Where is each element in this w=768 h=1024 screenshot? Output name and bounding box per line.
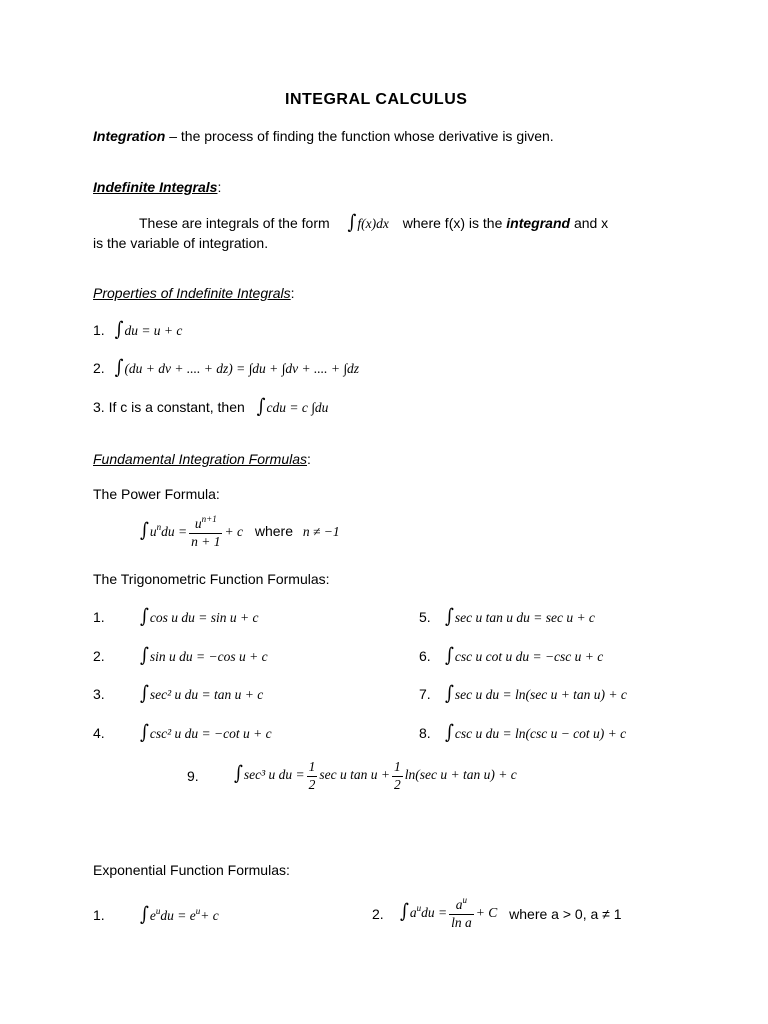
exponential-formula-1: [93, 903, 219, 927]
trig-9-fraction-2: [392, 760, 403, 793]
power-where: where: [254, 523, 293, 540]
trig-9-expr: [234, 759, 517, 792]
trig-formula: [419, 721, 627, 745]
property-expr-text: (du + dv + .... + dz) = ∫du + ∫dv + .... + ∫dz: [124, 361, 360, 376]
trig-expr-text: cos u du = sin u + c: [149, 610, 259, 625]
property-expr: [114, 356, 360, 380]
integral-sign-icon: ∫: [445, 721, 454, 745]
exp-2-base: a: [409, 905, 417, 921]
exp-number: 1.: [93, 907, 105, 923]
power-formula-label: The Power Formula:: [93, 486, 220, 502]
trig-expr: [445, 605, 595, 629]
trig-number: 9.: [187, 768, 199, 785]
trig-expr-text: csc u cot u du = −csc u + c: [454, 649, 604, 664]
trig-formulas-label: The Trigonometric Function Formulas:: [93, 571, 330, 587]
trig-expr: [445, 682, 627, 706]
exp-1-expr: [140, 903, 219, 927]
power-formula-expr: [140, 514, 243, 549]
integral-sign-icon: ∫: [140, 903, 149, 927]
trig-number: 7.: [419, 686, 431, 702]
indefinite-line1-post: and x: [573, 215, 609, 231]
property-item: [93, 356, 360, 380]
property-expr: [114, 318, 183, 342]
exp-2-condition: where a > 0, a ≠ 1: [509, 906, 622, 923]
property-number: 1.: [93, 322, 105, 338]
integral-sign-icon: ∫: [140, 519, 149, 543]
integral-sign-icon: ∫: [140, 721, 149, 745]
property-item: [93, 318, 183, 342]
fundamental-heading: [93, 452, 311, 466]
trig-expr: [140, 644, 268, 668]
integral-sign-icon: ∫: [256, 395, 266, 419]
trig-number: 5.: [419, 609, 431, 625]
trig-expr: [140, 682, 264, 706]
exp-2-fraction: [449, 895, 474, 931]
exp-1-base: e: [149, 908, 156, 923]
integral-sign-icon: ∫: [114, 318, 124, 342]
exponential-formula-2: [372, 895, 622, 931]
property-expr-text: du = u + c: [124, 323, 183, 338]
trig-9-fraction-1: [307, 760, 318, 793]
trig-formula-9: [187, 760, 517, 793]
exp-2-rest: du =: [421, 905, 448, 921]
exponential-formulas-label: Exponential Function Formulas:: [93, 862, 290, 878]
trig-9-tail: ln(sec u + tan u) + c: [404, 767, 517, 783]
power-formula: [140, 514, 340, 550]
fraction-denominator: 2: [308, 776, 316, 792]
integral-form-expr: [347, 211, 389, 235]
trig-number: 3.: [93, 686, 105, 702]
trig-formula: [93, 644, 268, 668]
trig-expr: [445, 721, 627, 745]
trig-expr-text: csc² u du = −cot u + c: [149, 726, 272, 741]
property-number: 2.: [93, 360, 105, 376]
fraction-denominator: 2: [394, 776, 401, 792]
integral-sign-icon: ∫: [140, 605, 149, 629]
integrand-term: integrand: [506, 215, 571, 231]
fundamental-heading-colon: :: [307, 451, 311, 467]
trig-expr-text: sec² u du = tan u + c: [149, 687, 264, 702]
exp-1-sup2: u: [195, 906, 201, 916]
trig-formula: [93, 721, 272, 745]
indefinite-heading: [93, 180, 221, 194]
fraction-numerator: 1: [392, 760, 403, 777]
power-lhs-rest: du =: [161, 524, 188, 540]
trig-9-mid: sec u tan u +: [319, 767, 390, 783]
fraction-numerator: 1: [307, 760, 318, 777]
properties-heading: [93, 286, 295, 300]
property-expr-text: cdu = c ∫du: [266, 400, 329, 415]
integration-definition: [93, 129, 554, 143]
property-item: [93, 395, 329, 419]
trig-expr-text: sec u tan u du = sec u + c: [454, 610, 595, 625]
power-condition: n ≠ −1: [302, 524, 340, 540]
trig-number: 2.: [93, 648, 105, 664]
trig-expr-text: csc u du = ln(csc u − cot u) + c: [454, 726, 627, 741]
integral-sign-icon: ∫: [140, 682, 149, 706]
integral-sign-icon: ∫: [445, 682, 454, 706]
definition-term: Integration: [93, 128, 166, 144]
power-num-sup: n+1: [201, 514, 217, 524]
trig-number: 4.: [93, 725, 105, 741]
trig-formula: [419, 605, 595, 629]
exp-2-num: a: [455, 897, 463, 912]
fundamental-heading-text: Fundamental Integration Formulas: [93, 451, 307, 467]
fraction-numerator: [449, 895, 474, 915]
exp-2-num-sup: u: [462, 895, 468, 905]
power-lhs: u: [149, 524, 157, 540]
property-number: 3.: [93, 399, 105, 415]
indefinite-line1-mid: where f(x) is the: [402, 215, 503, 231]
trig-9-lhs: sec³ u du =: [243, 767, 305, 783]
power-fraction-denominator: n + 1: [191, 533, 221, 549]
property-pre: If c is a constant, then: [108, 399, 245, 415]
integral-sign-icon: ∫: [140, 644, 149, 668]
indefinite-line1-pre: These are integrals of the form: [139, 215, 330, 231]
integral-sign-icon: ∫: [400, 900, 409, 924]
indefinite-heading-colon: :: [217, 179, 222, 195]
indefinite-heading-text: Indefinite Integrals: [93, 179, 218, 195]
exp-2-tail: + C: [475, 905, 498, 921]
page-title: INTEGRAL CALCULUS: [285, 91, 468, 108]
power-num: u: [194, 516, 202, 531]
power-fraction: [189, 514, 222, 550]
exp-number: 2.: [372, 906, 384, 923]
trig-expr-text: sec u du = ln(sec u + tan u) + c: [454, 687, 627, 702]
integral-sign-icon: ∫: [445, 644, 454, 668]
trig-number: 1.: [93, 609, 105, 625]
trig-formula: [93, 682, 264, 706]
exp-1-sup: u: [155, 906, 161, 916]
power-lhs-sup: n: [156, 522, 162, 533]
integral-sign-icon: ∫: [234, 762, 243, 786]
indefinite-line-2: is the variable of integration.: [93, 235, 269, 251]
trig-number: 8.: [419, 725, 431, 741]
fraction-denominator: ln a: [451, 914, 472, 930]
exp-1-tail: + c: [200, 908, 219, 923]
power-tail: + c: [224, 524, 243, 540]
properties-heading-colon: :: [290, 285, 295, 301]
trig-formula: [419, 644, 604, 668]
trig-expr: [140, 721, 272, 745]
power-fraction-numerator: [189, 514, 222, 534]
definition-text: – the process of finding the function whose derivative is given.: [165, 128, 554, 144]
integral-sign-icon: ∫: [347, 211, 357, 235]
indefinite-line-1: [139, 211, 609, 235]
trig-number: 6.: [419, 648, 431, 664]
trig-formula: [419, 682, 627, 706]
properties-heading-text: Properties of Indefinite Integrals: [93, 285, 291, 301]
integral-sign-icon: ∫: [114, 356, 124, 380]
integral-form-text: f(x)dx: [357, 216, 389, 231]
exp-2-expr: [400, 895, 498, 930]
exp-1-rest: du = e: [160, 908, 196, 923]
property-expr: [256, 395, 329, 419]
trig-formula: [93, 605, 259, 629]
exp-2-sup: u: [416, 903, 422, 914]
trig-expr: [445, 644, 604, 668]
trig-expr-text: sin u du = −cos u + c: [149, 649, 268, 664]
integral-sign-icon: ∫: [445, 605, 454, 629]
trig-expr: [140, 605, 259, 629]
